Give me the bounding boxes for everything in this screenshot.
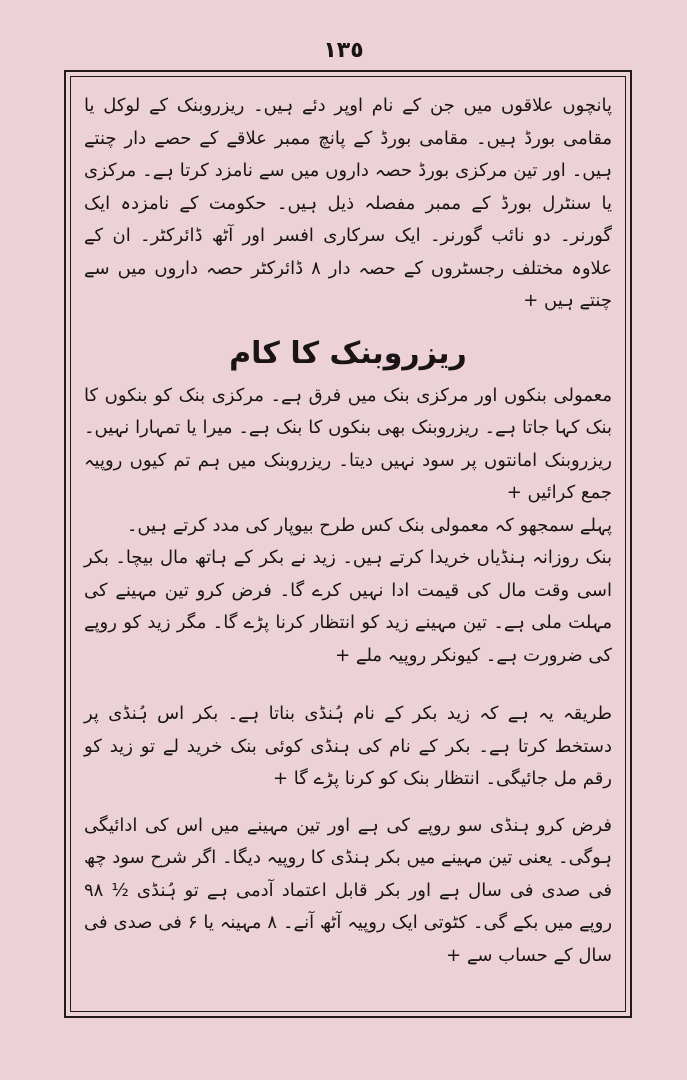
paragraph-central-bank-difference: معمولی بنکوں اور مرکزی بنک میں فرق ہے۔ مرکزی بنک کو بنکوں کا بنک کہا جاتا ہے۔ ریزروبنک بھی بنکوں کا بنک ہے۔ میرا یا تمہارا نہیں۔ ریزروبنک امانتوں پر سود نہیں دیتا۔ ریزروبنک میں ہم تم کیوں روپیہ جمع کرائیں + bbox=[84, 384, 612, 503]
paragraph-method: طریقہ یہ ہے کہ زید بکر کے نام ہُنڈی بناتا ہے۔ بکر اس ہُنڈی پر دستخط کرتا ہے۔ بکر کے نام کی ہنڈی کوئی بنک خرید لے تو زید کو رقم مل جائیگی۔ انتظار بنک کو کرنا پڑے گا + bbox=[84, 703, 612, 789]
paragraph-example: فرض کرو ہنڈی سو روپے کی ہے اور تین مہینے میں اس کی ادائیگی ہوگی۔ یعنی تین مہینے میں بکر ہنڈی کا روپیہ دیگا۔ اگر شرح سود چھ فی صدی فی سال ہے اور بکر قابل اعتماد آدمی ہے تو ہُنڈی ½ ۹۸ روپے میں بکے گی۔ کٹوتی ایک روپیہ آٹھ آنے۔ ۸ مہینہ یا ۶ فی صدی فی سال کے حساب سے + bbox=[84, 814, 613, 966]
paragraph-hundi-purchase: بنک روزانہ ہنڈیاں خریدا کرتے ہیں۔ زید نے بکر کے ہاتھ مال بیچا۔ بکر اسی وقت مال کی قیمت ادا نہیں کرے گا۔ فرض کرو تین مہینے کی مہلت ملی ہے۔ تین مہینے زید کو انتظار کرنا پڑے گا۔ مگر زید کو روپے کی ضرورت ہے۔ کیونکر روپیہ ملے + bbox=[84, 547, 612, 666]
page-number: ١٣٥ bbox=[323, 38, 364, 63]
page-border-frame bbox=[64, 70, 632, 1018]
paragraph-first-understand: پہلے سمجھو کہ معمولی بنک کس طرح بیوپار کی مدد کرتے ہیں۔ bbox=[126, 514, 612, 536]
page-body bbox=[84, 90, 612, 1002]
paragraph-board-structure: پانچوں علاقوں میں جن کے نام اوپر دئے ہیں۔ ریزروبنک کے لوکل یا مقامی بورڈ ہیں۔ مقامی بورڈ کے پانچ ممبر علاقے کے حصے دار چنتے ہیں۔ اور تین مرکزی بورڈ حصہ داروں میں سے نامزد کرتا ہے۔ مرکزی یا سنٹرل بورڈ کے ممبر مفصلہ ذیل ہیں۔ حکومت کے نامزدہ ایک گورنر۔ دو نائب گورنر۔ ایک سرکاری افسر اور آٹھ ڈائرکٹر۔ ان کے علاوہ مختلف رجسٹروں کے حصہ دار ۸ ڈائرکٹر حصہ داروں میں سے چنتے ہیں + bbox=[84, 95, 612, 311]
section-heading: ریزروبنک کا کام bbox=[229, 335, 467, 371]
